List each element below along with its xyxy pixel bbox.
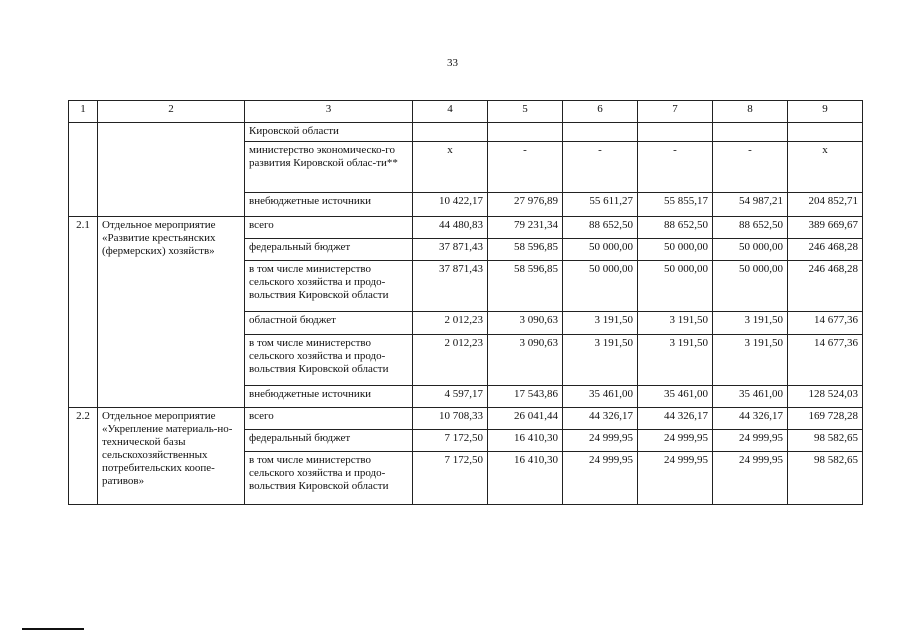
amount-cell: 3 191,50 <box>638 312 713 335</box>
amount-cell: 50 000,00 <box>563 261 638 312</box>
header-cell: 9 <box>788 101 863 123</box>
budget-table <box>68 100 863 505</box>
amount-cell: 24 999,95 <box>638 452 713 505</box>
amount-cell: 50 000,00 <box>563 239 638 261</box>
amount-cell: 55 855,17 <box>638 193 713 217</box>
amount-cell: 7 172,50 <box>413 452 488 505</box>
amount-cell <box>488 123 563 142</box>
table-row <box>69 217 863 239</box>
amount-cell: 27 976,89 <box>488 193 563 217</box>
amount-cell: 24 999,95 <box>563 430 638 452</box>
amount-cell: 50 000,00 <box>638 239 713 261</box>
amount-cell: 3 090,63 <box>488 312 563 335</box>
amount-cell: х <box>788 142 863 193</box>
amount-cell: 98 582,65 <box>788 452 863 505</box>
amount-cell: - <box>488 142 563 193</box>
amount-cell <box>713 123 788 142</box>
amount-cell: 88 652,50 <box>563 217 638 239</box>
funding-source: внебюджетные источники <box>245 193 413 217</box>
header-row <box>69 101 863 123</box>
amount-cell: - <box>638 142 713 193</box>
page-number: 33 <box>447 57 458 69</box>
amount-cell: х <box>413 142 488 193</box>
header-cell: 7 <box>638 101 713 123</box>
amount-cell <box>638 123 713 142</box>
amount-cell: 44 326,17 <box>638 408 713 430</box>
funding-source: министерство экономическо-го развития Кировской облас-ти** <box>245 142 413 193</box>
header-cell: 2 <box>98 101 245 123</box>
amount-cell: 50 000,00 <box>713 239 788 261</box>
amount-cell: 7 172,50 <box>413 430 488 452</box>
amount-cell: 128 524,03 <box>788 386 863 408</box>
amount-cell: 169 728,28 <box>788 408 863 430</box>
amount-cell: 24 999,95 <box>713 452 788 505</box>
amount-cell: 88 652,50 <box>713 217 788 239</box>
amount-cell: 246 468,28 <box>788 261 863 312</box>
item-index: 2.2 <box>69 408 98 505</box>
amount-cell: 14 677,36 <box>788 312 863 335</box>
amount-cell: 17 543,86 <box>488 386 563 408</box>
amount-cell: 2 012,23 <box>413 335 488 386</box>
amount-cell: 3 191,50 <box>638 335 713 386</box>
amount-cell <box>788 123 863 142</box>
amount-cell: 35 461,00 <box>713 386 788 408</box>
amount-cell: 24 999,95 <box>713 430 788 452</box>
amount-cell: 35 461,00 <box>563 386 638 408</box>
funding-source: Кировской области <box>245 123 413 142</box>
funding-source: всего <box>245 217 413 239</box>
funding-source: федеральный бюджет <box>245 239 413 261</box>
amount-cell <box>413 123 488 142</box>
amount-cell: 14 677,36 <box>788 335 863 386</box>
item-title: Отдельное мероприятие «Развитие крестьянских (фермерских) хозяйств» <box>98 217 245 408</box>
amount-cell: 3 191,50 <box>563 312 638 335</box>
amount-cell: 58 596,85 <box>488 239 563 261</box>
amount-cell: 58 596,85 <box>488 261 563 312</box>
amount-cell: 35 461,00 <box>638 386 713 408</box>
amount-cell: 44 326,17 <box>713 408 788 430</box>
amount-cell: 4 597,17 <box>413 386 488 408</box>
amount-cell <box>563 123 638 142</box>
funding-source: всего <box>245 408 413 430</box>
funding-source: в том числе министерство сельского хозяйства и продо-вольствия Кировской области <box>245 261 413 312</box>
amount-cell: 3 191,50 <box>563 335 638 386</box>
amount-cell: 24 999,95 <box>563 452 638 505</box>
amount-cell: 3 191,50 <box>713 312 788 335</box>
amount-cell: 16 410,30 <box>488 452 563 505</box>
amount-cell: 3 090,63 <box>488 335 563 386</box>
amount-cell: 389 669,67 <box>788 217 863 239</box>
amount-cell: 2 012,23 <box>413 312 488 335</box>
funding-source: в том числе министерство сельского хозяйства и продо-вольствия Кировской области <box>245 452 413 505</box>
amount-cell: 50 000,00 <box>638 261 713 312</box>
amount-cell: 44 480,83 <box>413 217 488 239</box>
header-cell: 1 <box>69 101 98 123</box>
amount-cell: 10 708,33 <box>413 408 488 430</box>
amount-cell: 54 987,21 <box>713 193 788 217</box>
funding-source: внебюджетные источники <box>245 386 413 408</box>
header-cell: 5 <box>488 101 563 123</box>
funding-source: областной бюджет <box>245 312 413 335</box>
amount-cell: - <box>713 142 788 193</box>
amount-cell: 16 410,30 <box>488 430 563 452</box>
header-cell: 3 <box>245 101 413 123</box>
funding-source: в том числе министерство сельского хозяйства и продо-вольствия Кировской области <box>245 335 413 386</box>
header-cell: 8 <box>713 101 788 123</box>
table-row <box>69 408 863 430</box>
header-cell: 4 <box>413 101 488 123</box>
amount-cell: 26 041,44 <box>488 408 563 430</box>
amount-cell: - <box>563 142 638 193</box>
item-index: 2.1 <box>69 217 98 408</box>
amount-cell: 98 582,65 <box>788 430 863 452</box>
amount-cell: 3 191,50 <box>713 335 788 386</box>
amount-cell: 55 611,27 <box>563 193 638 217</box>
table-row <box>69 123 863 142</box>
item-title: Отдельное мероприятие «Укрепление материаль-но-технической базы сельскохозяйственных потребительских коопе-ративов» <box>98 408 245 505</box>
header-cell: 6 <box>563 101 638 123</box>
amount-cell: 50 000,00 <box>713 261 788 312</box>
footnote-separator <box>22 628 84 630</box>
amount-cell: 88 652,50 <box>638 217 713 239</box>
funding-source: федеральный бюджет <box>245 430 413 452</box>
amount-cell: 10 422,17 <box>413 193 488 217</box>
amount-cell: 37 871,43 <box>413 261 488 312</box>
item-index <box>69 123 98 217</box>
amount-cell: 37 871,43 <box>413 239 488 261</box>
amount-cell: 44 326,17 <box>563 408 638 430</box>
amount-cell: 204 852,71 <box>788 193 863 217</box>
amount-cell: 79 231,34 <box>488 217 563 239</box>
amount-cell: 246 468,28 <box>788 239 863 261</box>
amount-cell: 24 999,95 <box>638 430 713 452</box>
item-title <box>98 123 245 217</box>
